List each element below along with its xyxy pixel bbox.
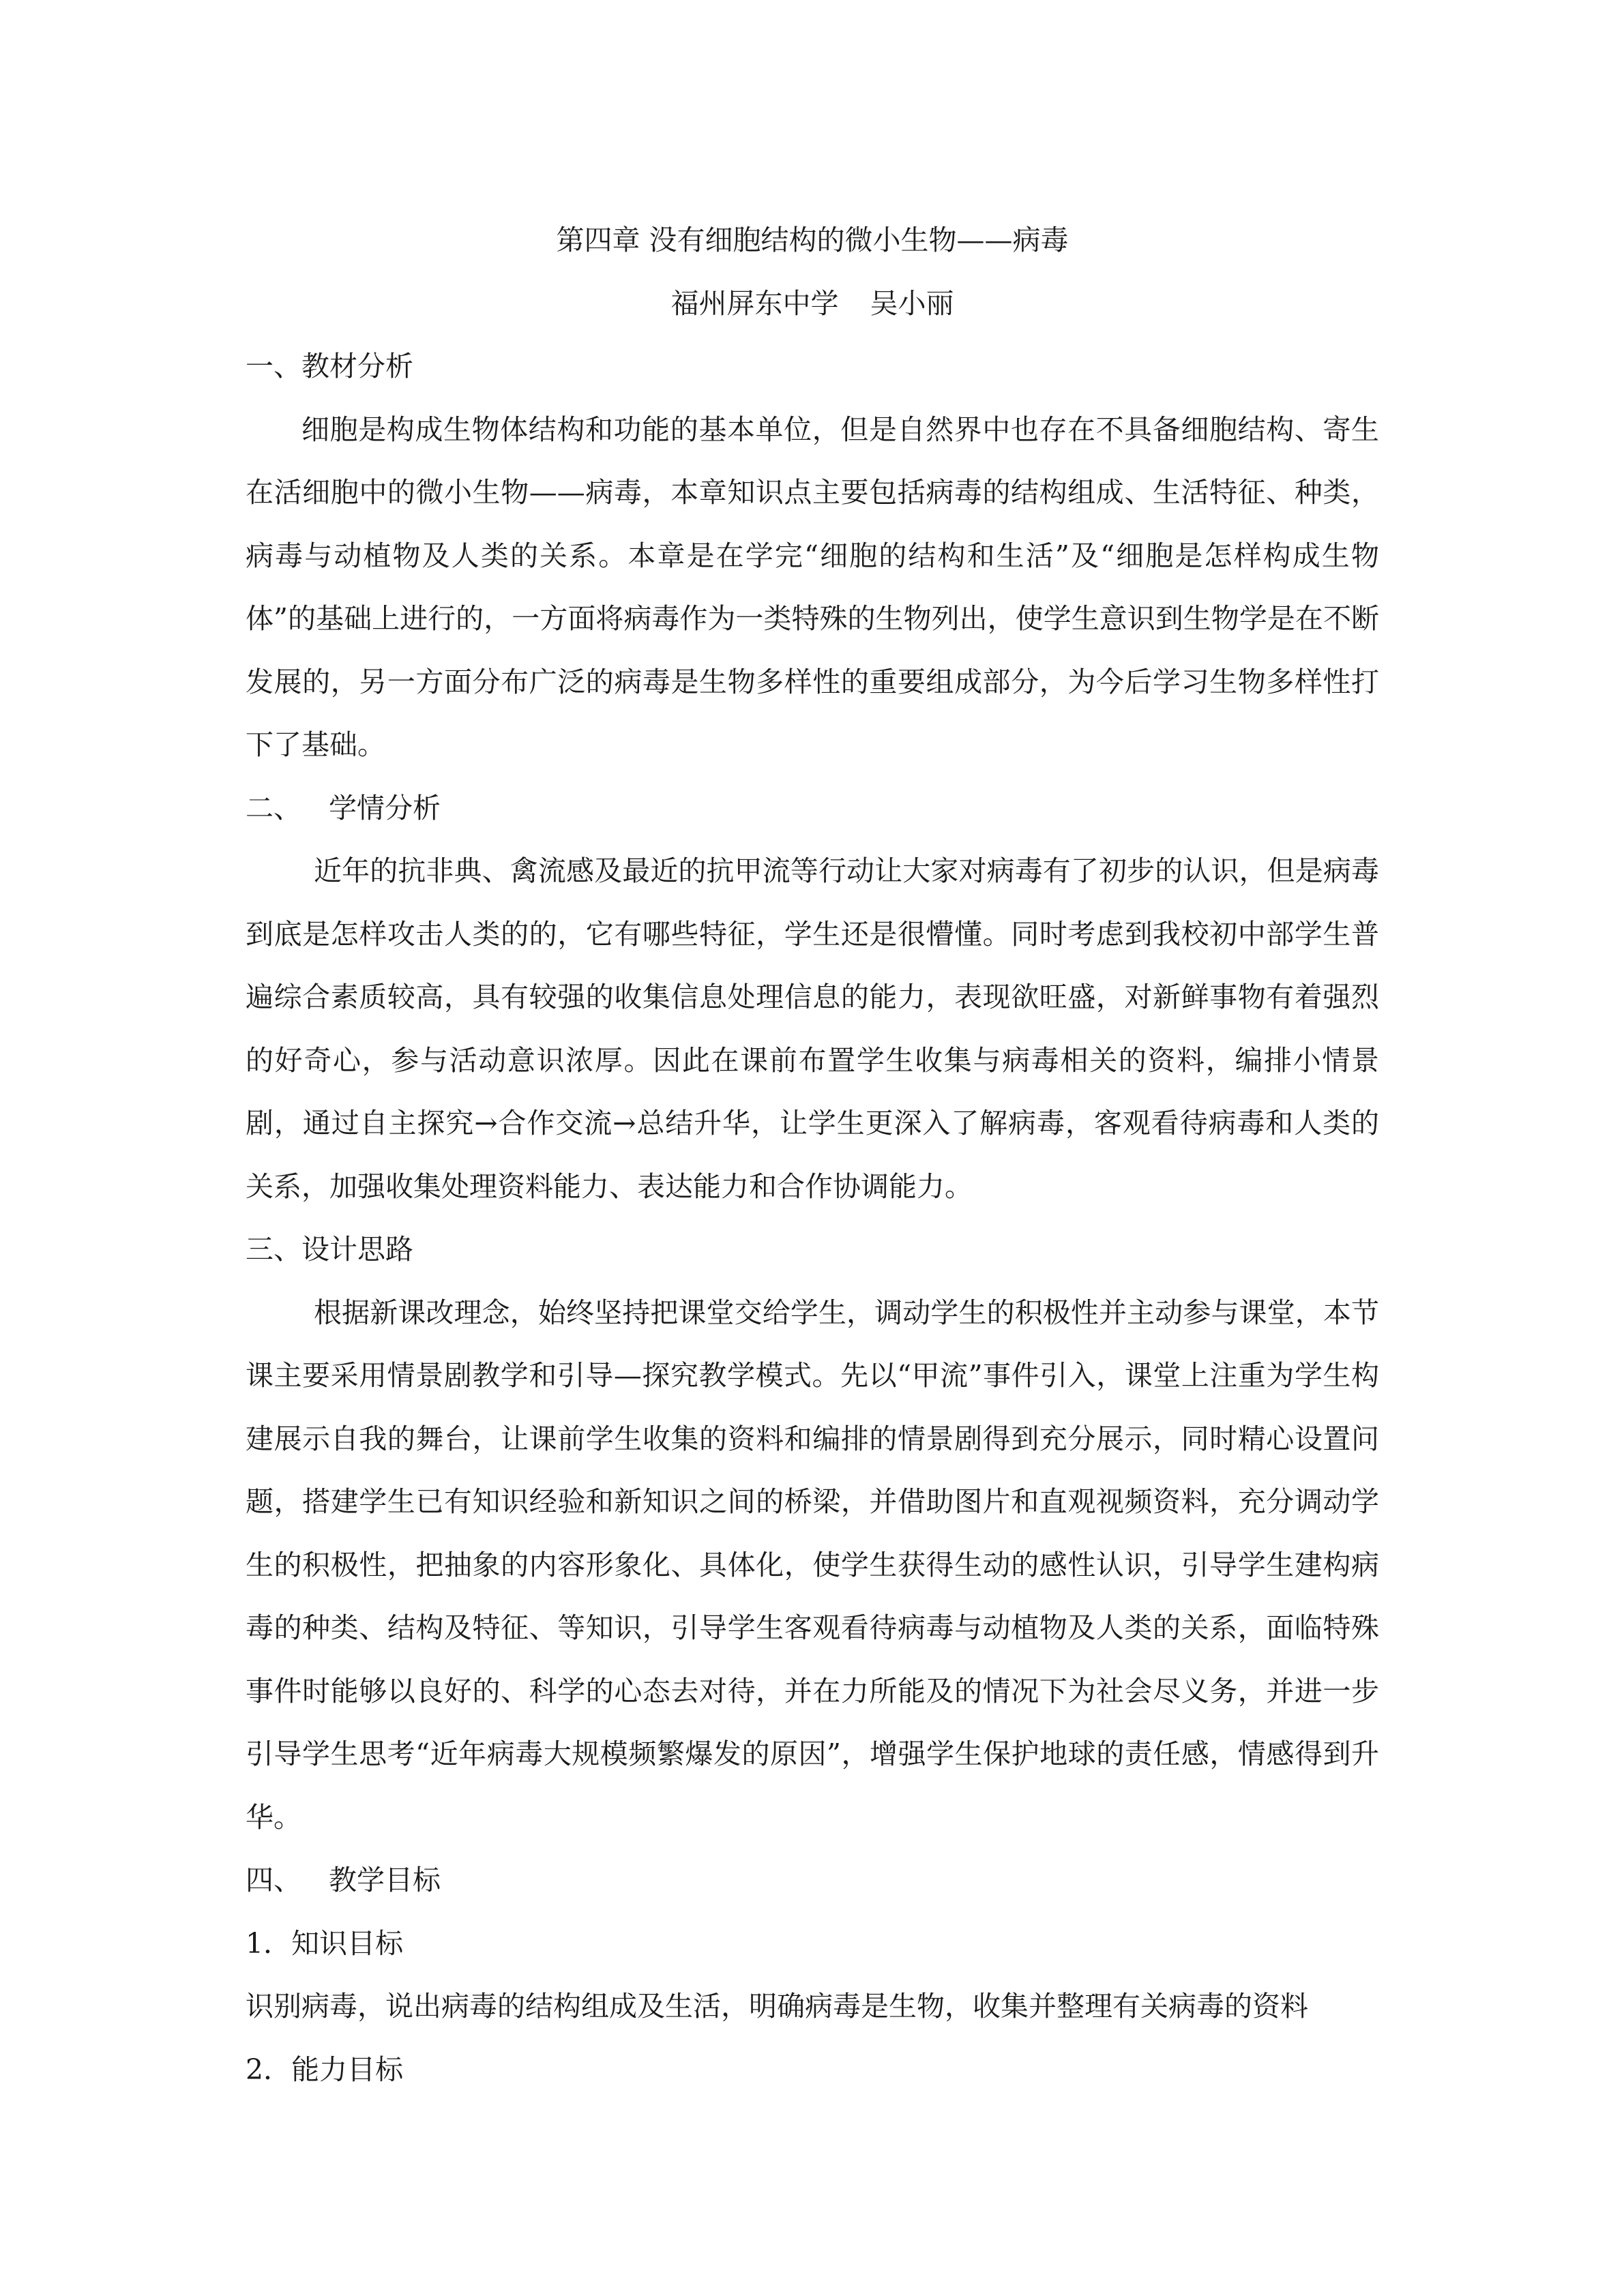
section-heading-4 — [246, 1849, 1379, 1912]
section-heading-3: 三、设计思路 — [246, 1233, 413, 1266]
document-content — [246, 209, 1379, 2101]
subsection-knowledge-goal-label: 1．知识目标 — [246, 1926, 404, 1960]
section-heading-2 — [246, 777, 1379, 840]
section-2-paragraph: 近年的抗非典、禽流感及最近的抗甲流等行动让大家对病毒有了初步的认识，但是病毒到底是怎样攻击人类的的，它有哪些特征，学生还是很懵懂。同时考虑到我校初中部学生普遍综合素质较高，具有较强的收集信息处理信息的能力，表现欲旺盛，对新鲜事物有着强烈的好奇心，参与活动意识浓厚。因此在课前布置学生收集与病毒相关的资料，编排小情景剧，通过自主探究→合作交流→总结升华，让学生更深入了解病毒，客观看待病毒和人类的关系，加强收集处理资料能力、表达能力和合作协调能力。 — [246, 854, 1379, 1203]
section-3-paragraph: 根据新课改理念，始终坚持把课堂交给学生，调动学生的积极性并主动参与课堂，本节课主要采用情景剧教学和引导—探究教学模式。先以“甲流”事件引入，课堂上注重为学生构建展示自我的舞台，让课前学生收集的资料和编排的情景剧得到充分展示，同时精心设置问题，搭建学生已有知识经验和新知识之间的桥梁，并借助图片和直观视频资料，充分调动学生的积极性，把抽象的内容形象化、具体化，使学生获得生动的感性认识，引导学生建构病毒的种类、结构及特征、等知识，引导学生客观看待病毒与动植物及人类的关系，面临特殊事件时能够以良好的、科学的心态去对待，并在力所能及的情况下为社会尽义务，并进一步引导学生思考“近年病毒大规模频繁爆发的原因”，增强学生保护地球的责任感，情感得到升华。 — [246, 1296, 1379, 1834]
section-1-paragraph: 细胞是构成生物体结构和功能的基本单位，但是自然界中也存在不具备细胞结构、寄生在活细胞中的微小生物——病毒，本章知识点主要包括病毒的结构组成、生活特征、种类，病毒与动植物及人类的关系。本章是在学完“细胞的结构和生活”及“细胞是怎样构成生物体”的基础上进行的，一方面将病毒作为一类特殊的生物列出，使学生意识到生物学是在不断发展的，另一方面分布广泛的病毒是生物多样性的重要组成部分，为今后学习生物多样性打下了基础。 — [246, 413, 1379, 761]
subsection-ability-goal-label: 2．能力目标 — [246, 2053, 404, 2086]
section-heading-2-number: 二、 — [246, 791, 301, 824]
section-heading-2-text: 学情分析 — [329, 791, 441, 824]
section-heading-4-number: 四、 — [246, 1864, 301, 1896]
subsection-knowledge-goal-text: 识别病毒，说出病毒的结构组成及生活，明确病毒是生物，收集并整理有关病毒的资料 — [246, 1990, 1308, 2023]
author-name: 吴小丽 — [870, 286, 954, 320]
section-heading-4-text: 教学目标 — [329, 1864, 441, 1896]
author-line — [246, 272, 1379, 336]
document-title: 第四章 没有细胞结构的微小生物——病毒 — [556, 224, 1069, 256]
section-heading-1: 一、教材分析 — [246, 350, 413, 383]
school-name: 福州屏东中学 — [670, 286, 839, 320]
